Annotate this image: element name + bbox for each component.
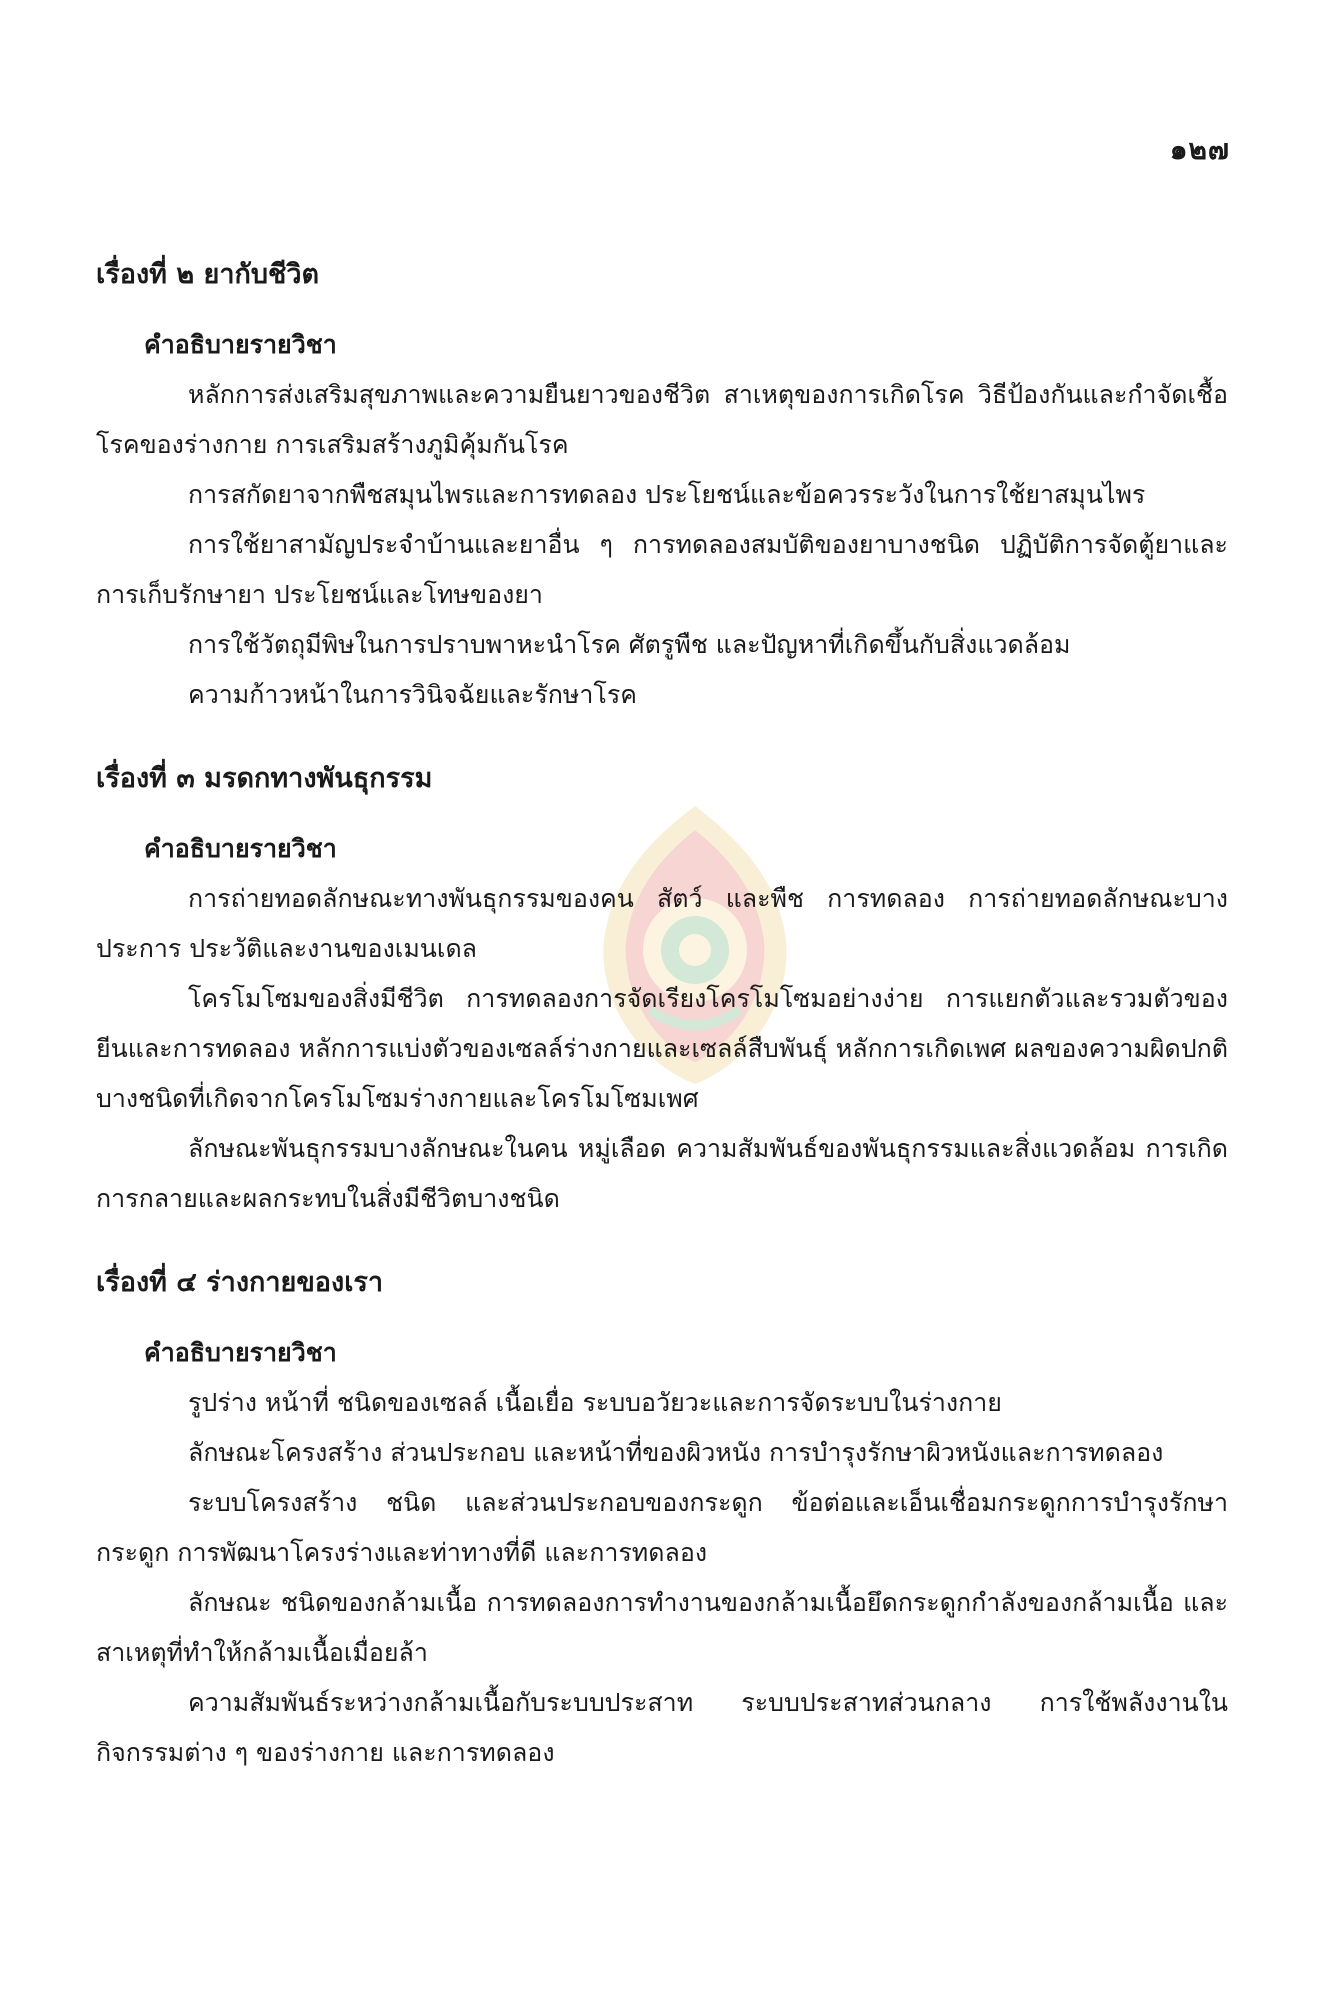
document-content [96,250,1228,1812]
section-subtitle: คำอธิบายรายวิชา [144,330,337,359]
section-2 [96,250,1228,720]
paragraph: ลักษณะโครงสร้าง ส่วนประกอบ และหน้าที่ของผิวหนัง การบำรุงรักษาผิวหนังและการทดลอง [188,1438,1164,1467]
paragraph: รูปร่าง หน้าที่ ชนิดของเซลล์ เนื้อเยื่อ ระบบอวัยวะและการจัดระบบในร่างกาย [188,1388,1002,1417]
paragraph: ความก้าวหน้าในการวินิจฉัยและรักษาโรค [188,680,637,709]
paragraph: การใช้ยาสามัญประจำบ้านและยาอื่น ๆ การทดลองสมบัติของยาบางชนิด ปฏิบัติการจัดตู้ยาและการเก็บรักษายา ประโยชน์และโทษของยา [96,530,1228,609]
paragraph: ระบบโครงสร้าง ชนิด และส่วนประกอบของกระดูก ข้อต่อและเอ็นเชื่อมกระดูกการบำรุงรักษากระดูก การพัฒนาโครงร่างและท่าทางที่ดี และการทดลอง [96,1488,1228,1567]
section-subtitle: คำอธิบายรายวิชา [144,1338,337,1367]
section-title: เรื่องที่ ๒ ยากับชีวิต [96,259,320,290]
paragraph: การถ่ายทอดลักษณะทางพันธุกรรมของคน สัตว์ และพืช การทดลอง การถ่ายทอดลักษณะบางประการ ประวัติและงานของเมนเดล [96,884,1228,963]
section-title: เรื่องที่ ๓ มรดกทางพันธุกรรม [96,763,433,794]
page-number: ๑๒๗ [1169,133,1230,166]
paragraph: การสกัดยาจากพืชสมุนไพรและการทดลอง ประโยชน์และข้อควรระวังในการใช้ยาสมุนไพร [188,480,1146,509]
paragraph: ลักษณะพันธุกรรมบางลักษณะในคน หมู่เลือด ความสัมพันธ์ของพันธุกรรมและสิ่งแวดล้อม การเกิดการกลายและผลกระทบในสิ่งมีชีวิตบางชนิด [96,1134,1228,1213]
section-title: เรื่องที่ ๔ ร่างกายของเรา [96,1267,384,1298]
section-3 [96,754,1228,1224]
section-subtitle: คำอธิบายรายวิชา [144,834,337,863]
paragraph: หลักการส่งเสริมสุขภาพและความยืนยาวของชีวิต สาเหตุของการเกิดโรค วิธีป้องกันและกำจัดเชื้อโรคของร่างกาย การเสริมสร้างภูมิคุ้มกันโรค [96,380,1228,459]
paragraph: ความสัมพันธ์ระหว่างกล้ามเนื้อกับระบบประสาท ระบบประสาทส่วนกลาง การใช้พลังงานในกิจกรรมต่าง ๆ ของร่างกาย และการทดลอง [96,1688,1228,1767]
paragraph: โครโมโซมของสิ่งมีชีวิต การทดลองการจัดเรียงโครโมโซมอย่างง่าย การแยกตัวและรวมตัวของยีนและการทดลอง หลักการแบ่งตัวของเซลล์ร่างกายและเซลล์สืบพันธุ์ หลักการเกิดเพศ ผลของความผิดปกติบางชนิดที่เกิดจากโครโมโซมร่างกายและโครโมโซมเพศ [96,984,1228,1113]
paragraph: การใช้วัตถุมีพิษในการปราบพาหะนำโรค ศัตรูพืช และปัญหาที่เกิดขึ้นกับสิ่งแวดล้อม [188,630,1071,659]
section-4 [96,1258,1228,1778]
paragraph: ลักษณะ ชนิดของกล้ามเนื้อ การทดลองการทำงานของกล้ามเนื้อยึดกระดูกกำลังของกล้ามเนื้อ และสาเหตุที่ทำให้กล้ามเนื้อเมื่อยล้า [96,1588,1228,1667]
